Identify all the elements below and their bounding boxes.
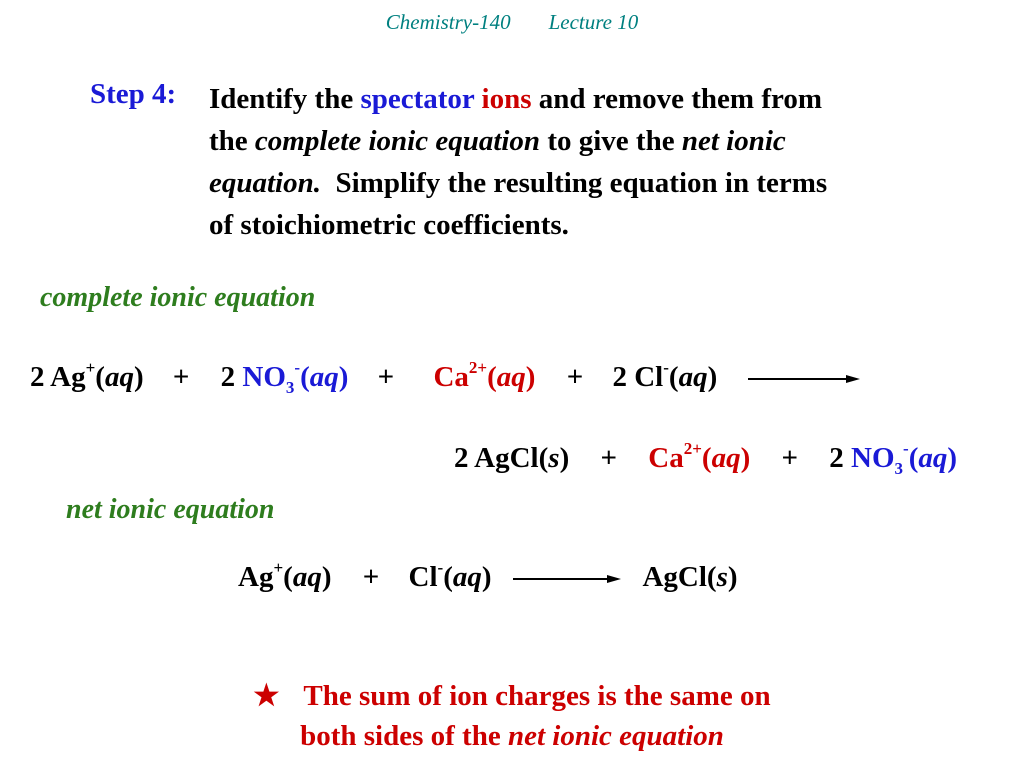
net-ionic-equation	[238, 558, 738, 594]
ions-word: ions	[481, 83, 532, 115]
ag-ion: Ag+(aq)	[238, 558, 332, 593]
lecture-title: Lecture 10	[548, 10, 639, 34]
star-icon: ★	[253, 680, 280, 712]
plus-sign: +	[172, 361, 190, 393]
silver-chloride: AgCl(s)	[642, 561, 738, 593]
ag-ion: 2 Ag+(aq)	[30, 358, 144, 393]
note-line-1: ★ The sum of ion charges is the same on	[253, 680, 771, 712]
calcium-ion: $Ca^{2+}(aq)$	[648, 439, 751, 474]
step-description	[209, 78, 827, 246]
calcium-ion: $Ca^{2+}(aq)$	[433, 358, 536, 393]
complete-products	[454, 439, 958, 478]
step-line-4: of stoichiometric coefficients.	[209, 209, 569, 241]
plus-sign: +	[566, 361, 584, 393]
key-note	[0, 676, 1024, 756]
chloride-ion: 2 Cl-(aq)	[612, 358, 718, 393]
note-line-2: both sides of the net ionic equation	[300, 720, 724, 752]
nitrate-ion: 2 $NO_3^-(aq)$	[829, 439, 958, 478]
chloride-ion: Cl-(aq)	[408, 558, 492, 593]
reaction-arrow-icon	[748, 372, 860, 386]
plus-sign: +	[377, 361, 395, 393]
complete-ionic-heading: complete ionic equation	[40, 282, 316, 313]
step-line-3: equation. Simplify the resulting equation in terms	[209, 167, 828, 199]
plus-sign: +	[781, 442, 799, 474]
complete-reactants	[30, 358, 860, 397]
reaction-arrow-icon	[513, 572, 621, 586]
step-line-2: the complete ionic equation to give the net ionic	[209, 125, 786, 157]
plus-sign: +	[600, 442, 618, 474]
step-line-1: Identify the spectator ions and remove them from	[209, 83, 822, 115]
course-title: Chemistry-140	[385, 10, 511, 34]
slide-header	[0, 10, 1024, 35]
net-ionic-heading: net ionic equation	[66, 494, 275, 525]
spectator-word: spectator	[360, 83, 475, 115]
step-label: Step 4:	[90, 78, 177, 110]
plus-sign: +	[362, 561, 380, 593]
nitrate-ion: 2 $NO_3^-(aq)$	[220, 358, 349, 397]
silver-chloride: 2 AgCl(s)	[454, 442, 570, 474]
